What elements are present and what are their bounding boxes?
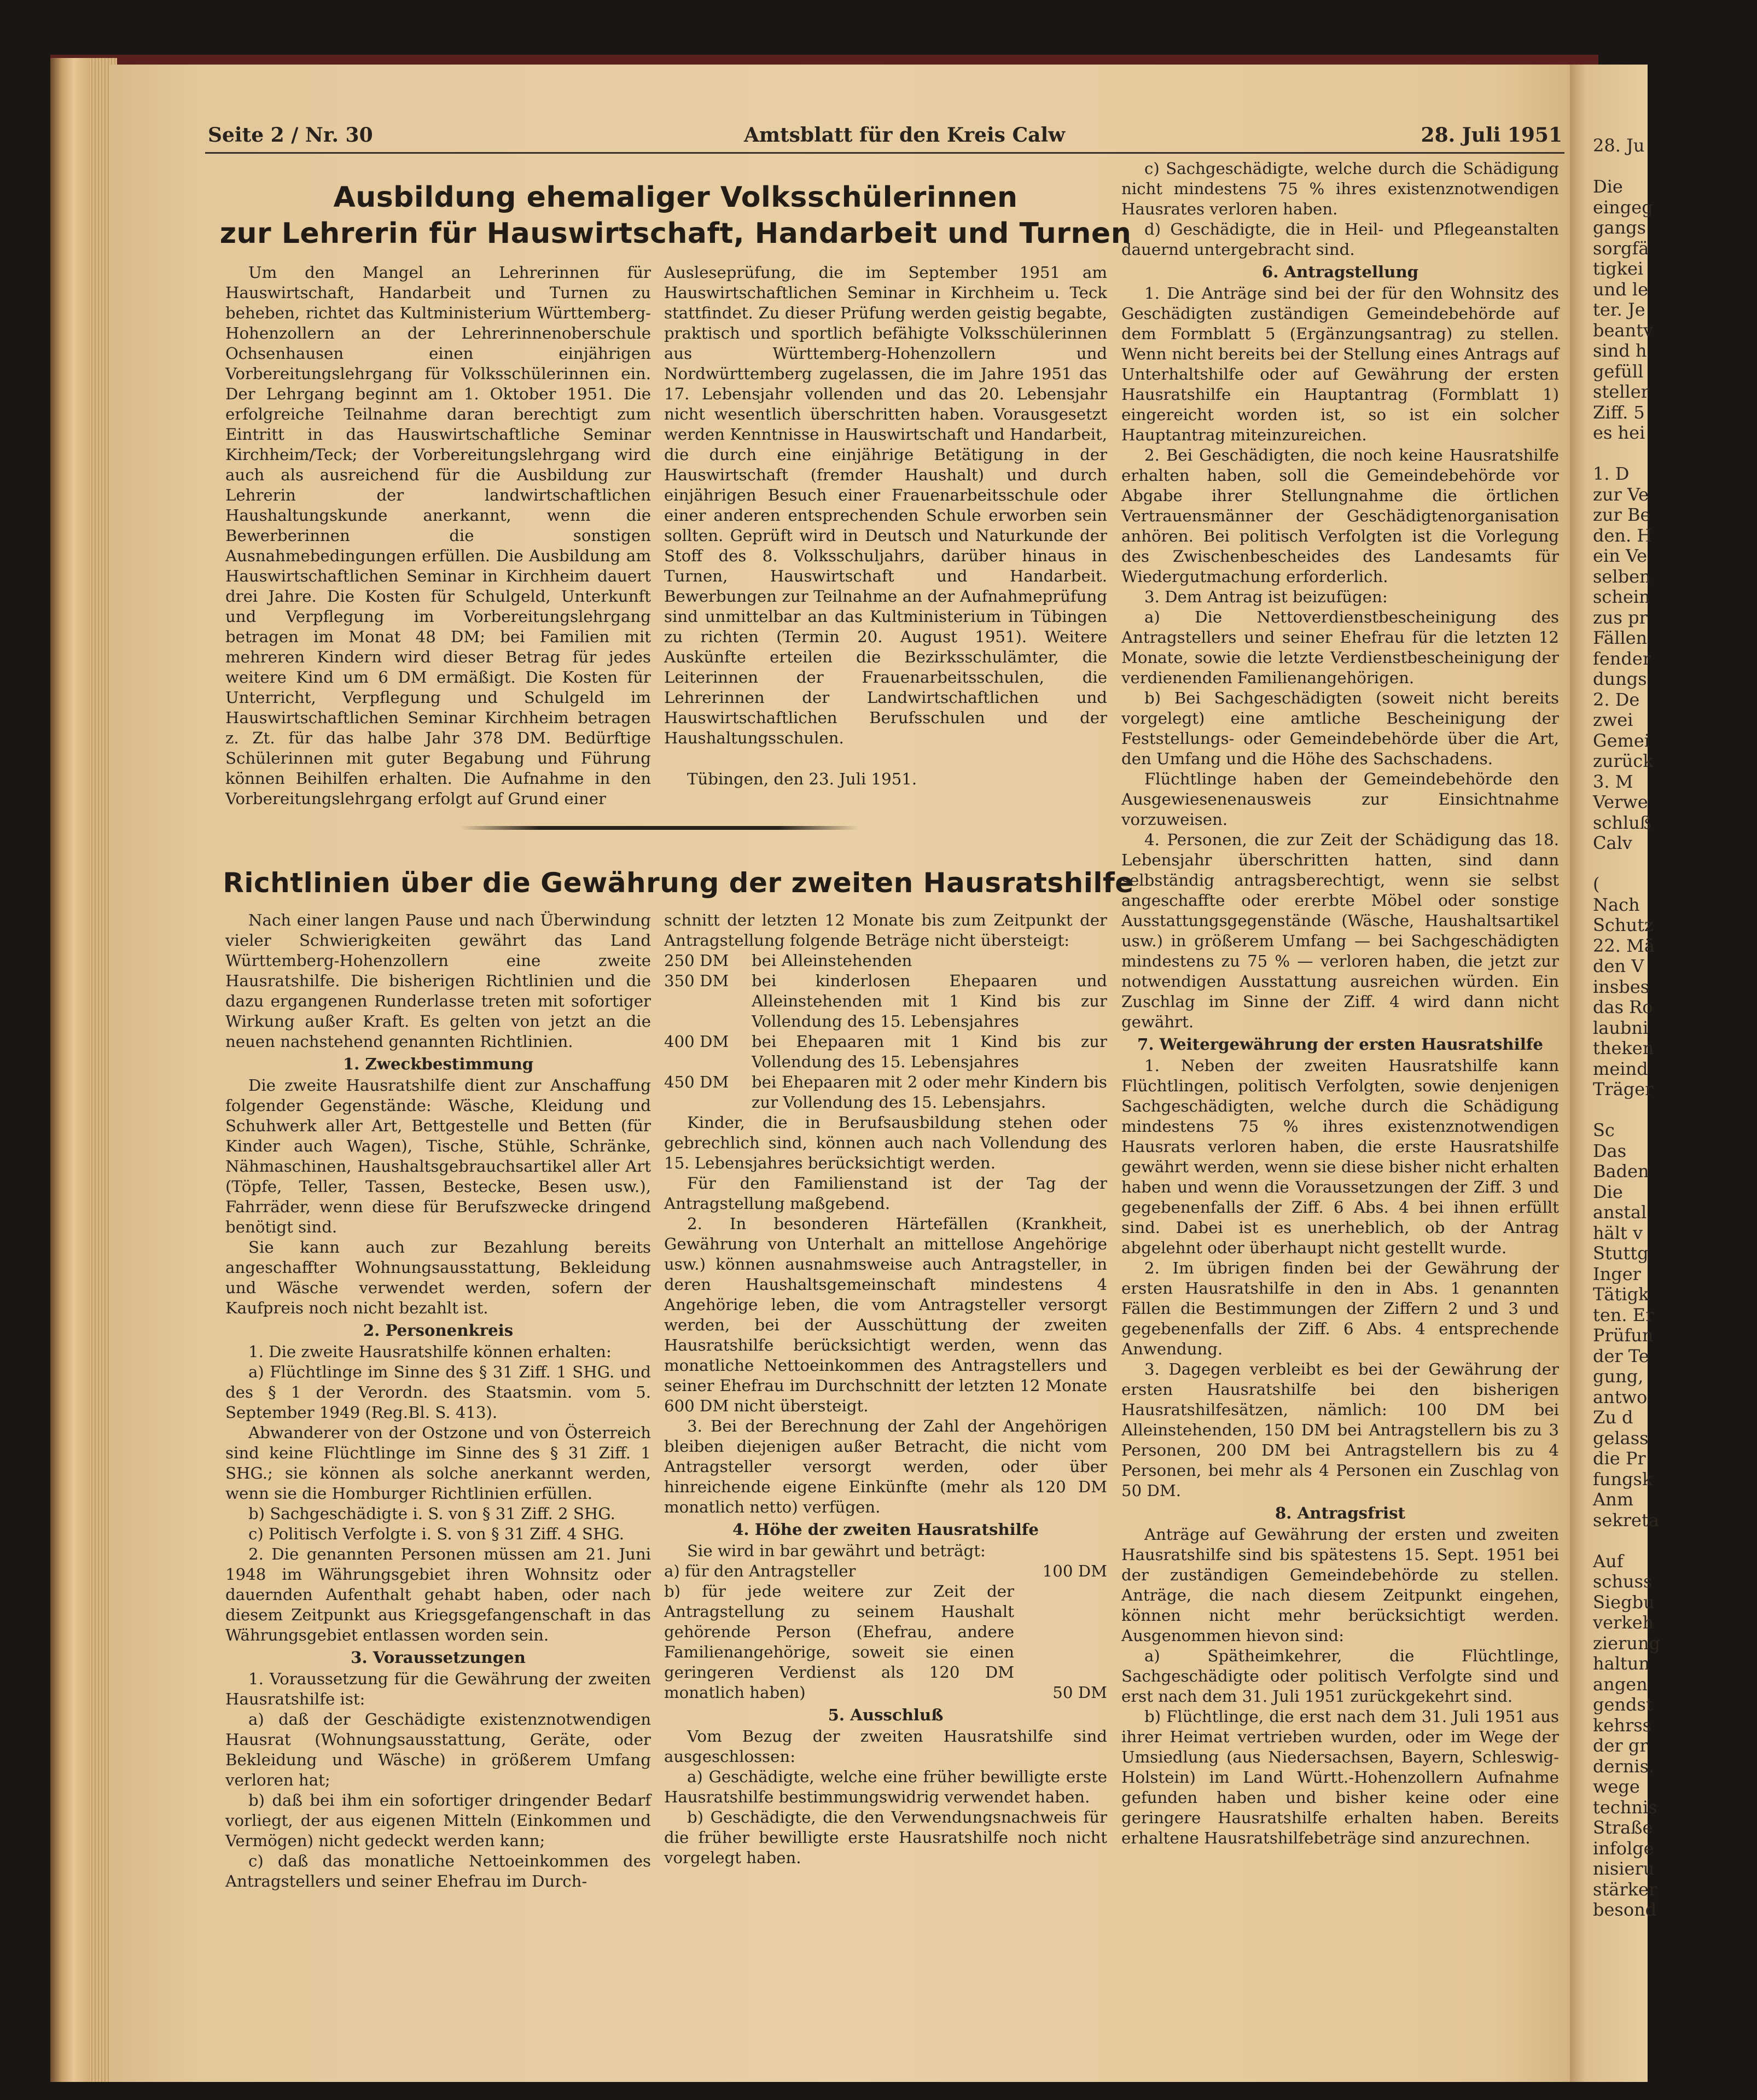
section-3-paragraph: a) daß der Geschädigte existenznotwendigen Hausrat (Wohnungsausstattung, Geräte, oder Bekleidung und Wäsche) in größerem Umfang verloren hat; [225,1710,651,1789]
income-limit-text: bei Alleinstehenden [752,951,912,970]
income-limit-row [664,951,1107,971]
section-1-paragraph: Sie kann auch zur Bezahlung bereits angeschaffter Wohnungsausstattung, Bekleidung und Wäsche verwendet werden, sofern der Kaufpreis noch nicht bezahlt ist. [225,1238,651,1317]
income-limit-intro: schnitt der letzten 12 Monate bis zum Zeitpunkt der Antragstellung folgende Beträge nicht übersteigt: [664,911,1107,950]
section-8-heading: 8. Antragsfrist [1275,1504,1406,1522]
publication-title: Amtsblatt für den Kreis Calw [744,124,1066,147]
income-limit-text: bei Ehepaaren mit 2 oder mehr Kindern bis zur Vollendung des 15. Lebensjahrs. [752,1073,1107,1112]
section-2-paragraph: Abwanderer von der Ostzone und von Österreich sind keine Flüchtlinge im Sinne des § 31 Ziff. 1 SHG.; sie können als solche anerkannt werden, wenn sie die Homburger Richtlinien erfüllen. [225,1423,651,1503]
section-2-paragraph: 1. Die zweite Hausratshilfe können erhalten: [248,1342,612,1361]
benefit-amount: 50 DM [1052,1683,1107,1702]
section-5-paragraph: d) Geschädigte, die in Heil- und Pflegeanstalten dauernd untergebracht sind. [1121,220,1559,259]
section-6-paragraph: b) Bei Sachgeschädigten (soweit nicht bereits vorgelegt) eine amtliche Bescheinigung der Feststellungs- oder Gemeindebehörde über die Art, den Umfang und die Höhe des Sachschadens. [1121,689,1559,768]
section-6-paragraph: 4. Personen, die zur Zeit der Schädigung das 18. Lebensjahr überschritten hatten, sind dann selbständig antragsberechtigt, wenn sie selbst angeschaffte oder ererbte Möbel oder sonstige Ausstattungsgegenstände (Wäsche, Haushaltsartikel usw.) in größerem Umfang — bei Sachgeschädigten mindestens zu 75 % — verloren haben, die jetzt zur notwendigen Ausstattung ausreichen würden. Ein Zuschlag im Sinne der Ziff. 4 wird dann nicht gewährt. [1121,830,1559,1031]
article2-column-1 [225,910,651,1892]
article-divider [459,826,859,830]
page-number: Seite 2 / Nr. 30 [208,124,373,147]
section-2-paragraph: b) Sachgeschädigte i. S. von § 31 Ziff. 2 SHG. [248,1504,615,1523]
section-5-paragraph: c) Sachgeschädigte, welche durch die Schädigung nicht mindestens 75 % ihres existenznotwendigen Hausrates verloren haben. [1121,159,1559,218]
article1-headline-line1: Ausbildung ehemaliger Volksschülerinnen [333,181,1018,214]
section-4-paragraph: Sie wird in bar gewährt und beträgt: [687,1541,986,1560]
income-limit-row [664,1032,1107,1072]
section-2-paragraph: a) Flüchtlinge im Sinne des § 31 Ziff. 1 SHG. und des § 1 der Verordn. des Staatsmin. vom 5. September 1949 (Reg.Bl. S. 413). [225,1363,651,1422]
article2-intro: Nach einer langen Pause und nach Überwindung vieler Schwierigkeiten gewährt das Land Württemberg-Hohenzollern eine zweite Hausratshilfe. Die bisherigen Richtlinien und die dazu ergangenen Runderlasse treten mit sofortiger Wirkung außer Kraft. Es gelten von jetzt an die neuen nachstehend genannten Richtlinien. [225,911,651,1051]
benefit-row-member [664,1581,1107,1703]
adjacent-page [1570,65,1661,2082]
section-7-paragraph: 3. Dagegen verbleibt es bei der Gewährung der ersten Hausratshilfe bei den bisherigen Hausratshilfesätzen, nämlich: 100 DM bei Alleinstehenden, 150 DM bei Antragstellern bis zu 3 Personen, 200 DM bei Antragstellern bis zu 4 Personen, bei mehr als 4 Personen ein Zuschlag von 50 DM. [1121,1360,1559,1500]
page-header [208,124,1562,150]
article2-column-3 [1121,159,1559,1848]
book-spine [50,58,90,2082]
section-6-paragraph: 1. Die Anträge sind bei der für den Wohnsitz des Geschädigten zuständigen Gemeindebehörde auf dem Formblatt 5 (Ergänzungsantrag) zu stellen. Wenn nicht bereits bei der Stellung eines Antrags auf Unterhaltshilfe oder auf Gewährung der ersten Hausratshilfe ein Hauptantrag (Formblatt 1) eingereicht worden ist, so ist ein solcher Hauptantrag miteinzureichen. [1121,284,1559,444]
section-7-paragraph: 1. Neben der zweiten Hausratshilfe kann Flüchtlingen, politisch Verfolgten, sowie denjenigen Sachgeschädigten, welche durch die Schädigung mindestens 75 % ihres existenznotwendigen Hausrats verloren haben, die erste Hausratshilfe gewährt werden, wenn sie diese bisher nicht erhalten haben und wenn die Voraussetzungen der Ziff. 3 und gegebenenfalls der Ziff. 6 Abs. 4 bei ihnen erfüllt sind. Dabei ist es unerheblich, ob der Antrag abgelehnt oder überhaupt nicht gestellt wurde. [1121,1056,1559,1257]
issue-date: 28. Juli 1951 [1421,124,1562,147]
section-1-heading: 1. Zweckbestimmung [342,1055,534,1073]
benefit-label: a) für den Antragsteller [664,1562,856,1580]
benefit-row-applicant [664,1561,1107,1581]
article2-column-2 [664,910,1107,1868]
section-5-paragraph: a) Geschädigte, welche eine früher bewilligte erste Hausratshilfe bestimmungswidrig verwendet haben. [664,1767,1107,1806]
section-8-paragraph: b) Flüchtlinge, die erst nach dem 31. Juli 1951 aus ihrer Heimat vertrieben wurden, oder im Wege der Umsiedlung (aus Niedersachsen, Bayern, Schleswig-Holstein) im Land Württ.-Hohenzollern Aufnahme gefunden haben und bisher keine oder eine geringere Hausratshilfe erhalten haben. Bereits erhaltene Hausratshilfebeträge sind anzurechnen. [1121,1707,1559,1847]
income-limit-amount: 400 DM [664,1032,729,1051]
column-2-paragraph: 3. Bei der Berechnung der Zahl der Angehörigen bleiben diejenigen außer Betracht, die nicht vom Antragsteller versorgt werden, oder über hinreichende eigene Einkünfte (mehr als 120 DM monatlich netto) verfügen. [664,1417,1107,1516]
column-2-paragraph: Für den Familienstand ist der Tag der Antragstellung maßgebend. [664,1174,1107,1213]
header-rule [205,152,1564,154]
section-6-paragraph: 2. Bei Geschädigten, die noch keine Hausratshilfe erhalten haben, soll die Gemeindebehörde vor Abgabe ihrer Stellungnahme die örtlichen Vertrauensmänner der Geschädigtenorganisation anhören. Bei politisch Verfolgten ist die Vorlegung des Zwischenbescheides des Landesamts für Wiedergutmachung erforderlich. [1121,446,1559,586]
section-3-paragraph: b) daß bei ihm ein sofortiger dringender Bedarf vorliegt, der aus eigenen Mitteln (Einkommen und Vermögen) nicht gedeckt werden kann; [225,1791,651,1850]
book-top-edge [50,55,1598,66]
article2-headline: Richtlinien über die Gewährung der zweiten Hausratshilfe [223,867,1134,899]
section-5-paragraph: b) Geschädigte, die den Verwendungsnachweis für die früher bewilligte erste Hausratshilfe noch nicht vorgelegt haben. [664,1808,1107,1867]
column-2-paragraph: 2. In besonderen Härtefällen (Krankheit, Gewährung von Unterhalt an mittellose Angehörige usw.) können ausnahmsweise auch Antragsteller, in deren Haushaltsgemeinschaft mindestens 4 Angehörige leben, die vom Antragsteller versorgt werden, bei der Ausschüttung der zweiten Hausratshilfe berücksichtigt werden, wenn das monatliche Nettoeinkommen des Antragstellers und seiner Ehefrau im Durchschnitt der letzten 12 Monate 600 DM nicht übersteigt. [664,1214,1107,1415]
section-8-paragraph: Anträge auf Gewährung der ersten und zweiten Hausratshilfe sind bis spätestens 15. Sept. 1951 bei der zuständigen Gemeindebehörde zu stellen. Anträge, die nach diesem Zeitpunkt eingehen, können nicht mehr berücksichtigt werden. Ausgenommen hievon sind: [1121,1525,1559,1645]
article1-column-1 [225,263,651,809]
section-2-heading: 2. Personenkreis [363,1321,514,1340]
section-4-heading: 4. Höhe der zweiten Hausratshilfe [732,1520,1039,1539]
section-3-heading: 3. Voraussetzungen [351,1648,526,1667]
section-2-paragraph: 2. Die genannten Personen müssen am 21. Juni 1948 im Währungsgebiet ihren Wohnsitz oder dauernden Aufenthalt gehabt haben, oder nach diesem Zeitpunkt aus Kriegsgefangenschaft in das Währungsgebiet entlassen worden sein. [225,1545,651,1644]
income-limit-text: bei kinderlosen Ehepaaren und Alleinstehenden mit 1 Kind bis zur Vollendung des 15. Lebensjahres [752,972,1107,1031]
column-2-paragraph: Kinder, die in Berufsausbildung stehen oder gebrechlich sind, können auch nach Vollendung des 15. Lebensjahres berücksichtigt werden. [664,1113,1107,1172]
section-6-heading: 6. Antragstellung [1261,263,1419,281]
article1-column-2 [664,263,1107,789]
income-limit-row [664,971,1107,1032]
income-limit-amount: 350 DM [664,972,729,990]
section-3-paragraph: c) daß das monatliche Nettoeinkommen des Antragstellers und seiner Ehefrau im Durch- [225,1852,651,1890]
section-1-paragraph: Die zweite Hausratshilfe dient zur Anschaffung folgender Gegenstände: Wäsche, Kleidung und Schuhwerk aller Art, Bettgestelle und Betten (für Kinder auch Wagen), Tische, Stühle, Schränke, Nähmaschinen, Haushaltsgebrauchsartikel aller Art (Töpfe, Teller, Tassen, Bestecke, Besen usw.), Fahrräder, wenn diese für Berufszwecke dringend benötigt sind. [225,1076,651,1236]
section-7-heading: 7. Weitergewährung der ersten Hausratshilfe [1137,1035,1543,1054]
section-8-paragraph: a) Spätheimkehrer, die Flüchtlinge, Sachgeschädigte oder politisch Verfolgte sind und erst nach dem 31. Juli 1951 zurückgekehrt sind. [1121,1647,1559,1706]
section-2-paragraph: c) Politisch Verfolgte i. S. von § 31 Ziff. 4 SHG. [248,1525,625,1543]
benefit-amount: 100 DM [1042,1562,1107,1580]
article1-body-2: Ausleseprüfung, die im September 1951 am Hauswirtschaftlichen Seminar in Kirchheim u. Teck stattfindet. Zu dieser Prüfung werden geistig begabte, praktisch und sportlich befähigte Volksschülerinnen aus Württemberg-Hohenzollern und Nordwürttemberg zugelassen, die im Jahre 1951 das 17. Lebensjahr vollenden und das 20. Lebensjahr nicht wesentlich überschritten haben. Vorausgesetzt werden Kenntnisse in Hauswirtschaft und Handarbeit, die durch eine einjährige Betätigung in der Hauswirtschaft (fremder Haushalt) und durch einjährigen Besuch einer Frauenarbeitsschule oder einer anderen entsprechenden Schule erworben sein sollten. Geprüft wird in Deutsch und Naturkunde der Stoff des 8. Volksschuljahrs, darüber hinaus in Turnen, Hauswirtschaft und Handarbeit. Bewerbungen zur Teilnahme an der Aufnahmeprüfung sind unmittelbar an das Kultministerium in Tübingen zu richten (Termin 20. August 1951). Weitere Auskünfte erteilen die Bezirksschulämter, die Leiterinnen der Frauenarbeitsschulen, die Lehrerinnen der Landwirtschaftlichen und Hauswirtschaftlichen Berufsschulen und der Haushaltungsschulen. [664,263,1107,747]
income-limit-amount: 450 DM [664,1073,729,1091]
article1-headline [213,179,1138,252]
benefit-label: b) für jede weitere zur Zeit der Antragstellung zu seinem Haushalt gehörende Person (Ehefrau, andere Familienangehörige, soweit sie einen geringeren Verdienst als 120 DM monatlich haben) [664,1582,1014,1702]
section-6-paragraph: a) Die Nettoverdienstbescheinigung des Antragstellers und seiner Ehefrau für die letzten 12 Monate, sowie die letzte Verdienstbescheinigung der verdienenden Familienangehörigen. [1121,608,1559,687]
section-6-paragraph: 3. Dem Antrag ist beizufügen: [1144,587,1388,606]
section-5-paragraph: Vom Bezug der zweiten Hausratshilfe sind ausgeschlossen: [664,1727,1107,1766]
income-limit-text: bei Ehepaaren mit 1 Kind bis zur Vollendung des 15. Lebensjahres [752,1032,1107,1071]
adjacent-page-text: 28. Ju Die eingeg gangs sorgfä tigkei und le ter. Je beantv sind h gefüll steller Ziff. 5 es hei 1. D zur Ve zur Be den. H ein Ve selben schein zus pr Fällen fender dungs 2. De zwei Gemei zurück 3. M Verwe schluß Calv ( Nach Schutz 22. Mä den V insbes das Ro laubni theken meind Träger Sc Das Baden Die anstal hält v Stuttg Inger Tätigk ten. Er Prüfun der Te gung, antwo Zu d gelass die Pr fungsk Anm sekreta Auf schuss Siegbu verkeh zierung haltun angen gendst kehrss der gr dernis. wege technis Straße infolge nisieru stärker besond [1593,135,1661,1920]
income-limit-amount: 250 DM [664,951,729,970]
income-limit-row [664,1072,1107,1113]
section-3-paragraph: 1. Voraussetzung für die Gewährung der zweiten Hausratshilfe ist: [225,1669,651,1708]
section-7-paragraph: 2. Im übrigen finden bei der Gewährung der ersten Hausratshilfe in den in Abs. 1 genannten Fällen die Bestimmungen der Ziffern 2 und 3 und gegebenenfalls der Ziff. 6 Abs. 4 entsprechende Anwendung. [1121,1259,1559,1358]
section-6-paragraph: Flüchtlinge haben der Gemeindebehörde den Ausgewiesenenausweis zur Einsichtnahme vorzuweisen. [1121,770,1559,829]
article1-headline-line2: zur Lehrerin für Hauswirtschaft, Handarbeit und Turnen [219,217,1132,250]
article1-body-1: Um den Mangel an Lehrerinnen für Hauswirtschaft, Handarbeit und Turnen zu beheben, richtet das Kultministerium Württemberg-Hohenzollern an der Lehrerinnenoberschule Ochsenhausen einen einjährigen Vorbereitungslehrgang für Volksschülerinnen ein. Der Lehrgang beginnt am 1. Oktober 1951. Die erfolgreiche Teilnahme daran berechtigt zum Eintritt in das Hauswirtschaftliche Seminar Kirchheim/Teck; der Vorbereitungslehrgang wird auch als ausreichend für die Ausbildung zur Lehrerin der landwirtschaftlichen Haushaltungskunde anerkannt, wenn die Bewerberinnen die sonstigen Ausnahmebedingungen erfüllen. Die Ausbildung am Hauswirtschaftlichen Seminar in Kirchheim dauert drei Jahre. Die Kosten für Schulgeld, Unterkunft und Verpflegung im Vorbereitungslehrgang betragen im Monat 48 DM; bei Familien mit mehreren Kindern wird dieser Betrag für jedes weitere Kind um 6 DM ermäßigt. Die Kosten für Unterricht, Verpflegung und Schulgeld im Hauswirtschaftlichen Seminar Kirchheim betragen z. Zt. für das halbe Jahr 378 DM. Bedürftige Schülerinnen mit guter Begabung und Führung können Beihilfen erhalten. Die Aufnahme in den Vorbereitungslehrgang erfolgt auf Grund einer [225,263,651,808]
section-5-heading: 5. Ausschluß [828,1706,944,1724]
article1-dateline: Tübingen, den 23. Juli 1951. [687,770,917,788]
